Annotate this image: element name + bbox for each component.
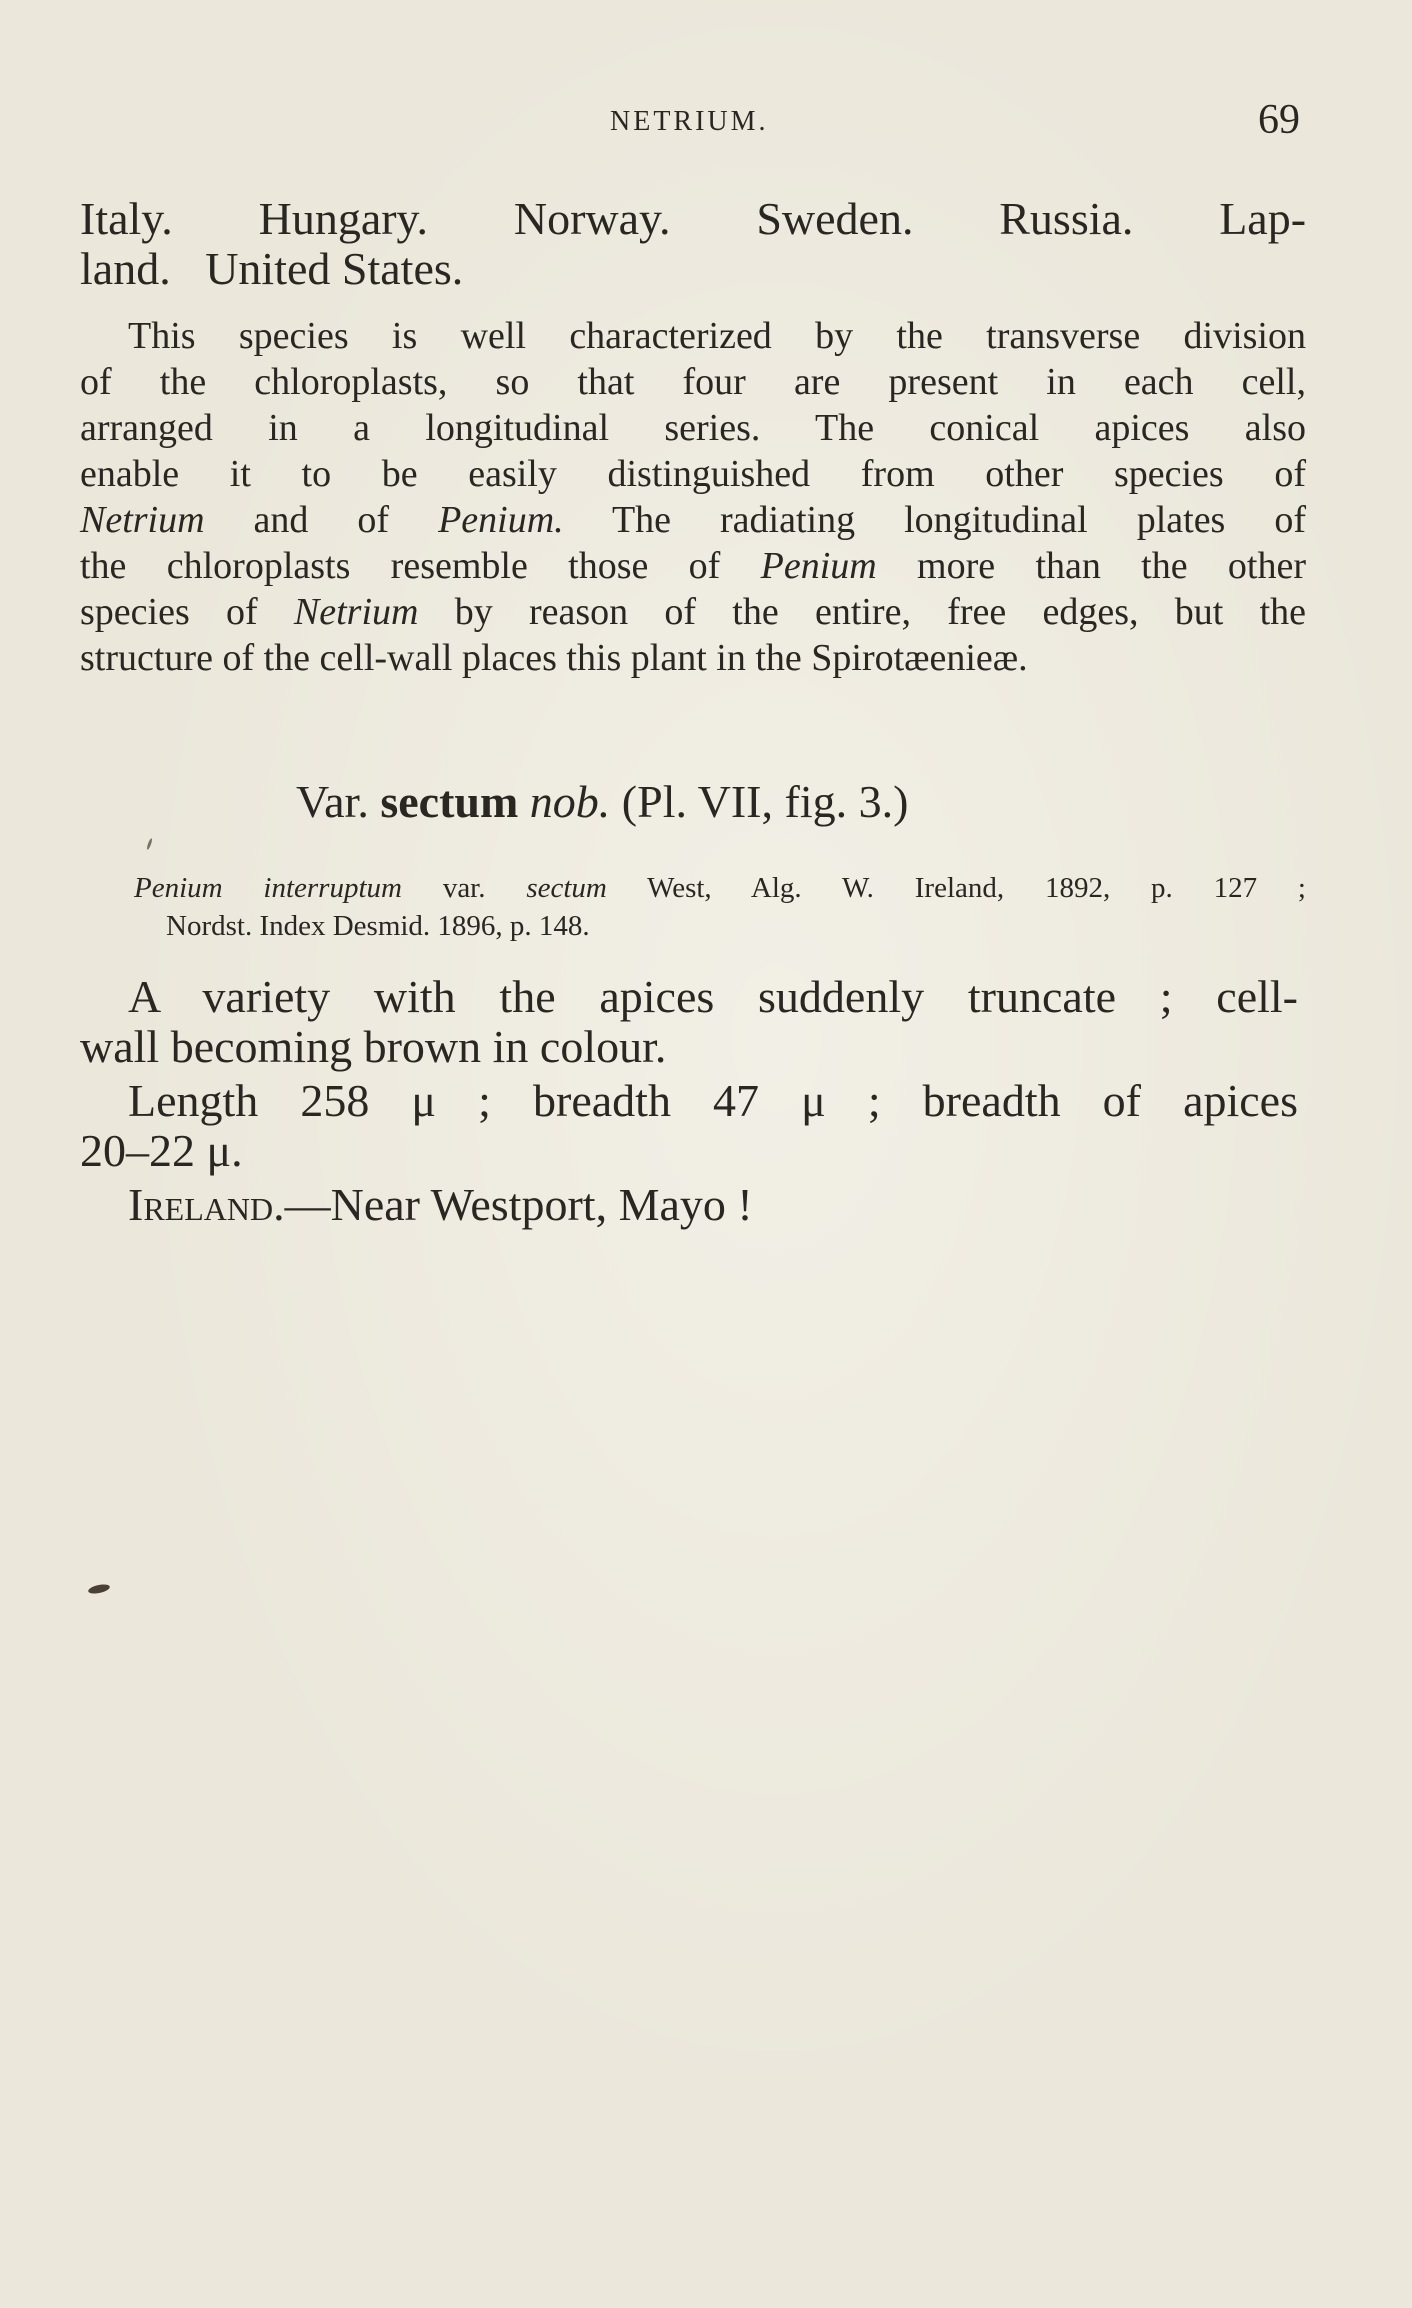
description-line-2: of the chloroplasts, so that four are present in each cell, (80, 361, 1306, 403)
locality-ireland (128, 1178, 1298, 1231)
description-line-8: structure of the cell-wall places this plant in the Spirotæenieæ. (80, 637, 1028, 679)
variety-description-line-2: wall becoming brown in colour. (80, 1021, 667, 1072)
synonymy-line-2: Nordst. Index Desmid. 1896, p. 148. (166, 910, 590, 942)
description-line-7 (80, 590, 1306, 634)
locality-westport: —Near Westport, Mayo ! (284, 1179, 753, 1230)
running-title: NETRIUM. (610, 106, 769, 137)
page-number: 69 (1258, 97, 1300, 143)
country-ireland: Ireland. (128, 1179, 285, 1230)
description-text: by reason of the entire, free edges, but the (418, 591, 1306, 633)
description-line-4: enable it to be easily distinguished from other species of (80, 453, 1306, 495)
synonym-citation: West, Alg. W. Ireland, 1892, p. 127 ; (606, 872, 1306, 904)
description-text: more than the other (876, 545, 1306, 587)
locality-sweden: Sweden. (756, 193, 914, 244)
locality-line-1 (80, 192, 1306, 245)
variety-prefix: Var. (296, 776, 381, 827)
synonym-text: var. (401, 872, 527, 904)
locality-united-states: United States. (205, 243, 464, 294)
description-line-6 (80, 544, 1306, 588)
genus-penium: Penium. (438, 499, 564, 541)
running-head (0, 96, 1412, 146)
genus-netrium: Netrium (293, 591, 419, 633)
locality-hungary: Hungary. (258, 193, 429, 244)
ink-speck (87, 1583, 110, 1595)
description-line-3: arranged in a longitudinal series. The conical apices also (80, 407, 1306, 449)
description-text: the chloroplasts resemble those of (80, 545, 761, 587)
synonymy-line-1 (134, 872, 1306, 905)
description-line-1: This species is well characterized by the transverse division (128, 315, 1306, 357)
description-line-5 (80, 498, 1306, 542)
locality-russia: Russia. (999, 193, 1134, 244)
measurements-line: Length 258 μ ; breadth 47 μ ; breadth of apices (128, 1075, 1298, 1126)
locality-lapland-start: Lap- (1219, 193, 1307, 244)
ink-speck (146, 838, 153, 850)
synonym-variety: sectum (526, 872, 607, 904)
synonym-species: Penium interruptum (134, 872, 402, 904)
locality-italy: Italy. (80, 193, 173, 244)
locality-lapland-end: land. (80, 243, 171, 294)
variety-name: sectum (380, 776, 519, 827)
genus-netrium: Netrium (80, 499, 205, 541)
variety-author: nob. (518, 776, 611, 827)
locality-line-2 (80, 242, 1306, 295)
variety-heading (296, 775, 908, 828)
description-text: species of (80, 591, 294, 633)
measurements-line-2: 20–22 μ. (80, 1125, 243, 1176)
plate-reference: (Pl. VII, fig. 3.) (610, 776, 909, 827)
genus-penium: Penium (760, 545, 877, 587)
locality-norway: Norway. (513, 193, 671, 244)
description-text: and of (204, 499, 439, 541)
variety-description-line-1: A variety with the apices suddenly truncate ; cell- (128, 971, 1298, 1022)
description-text: The radiating longitudinal plates of (563, 499, 1306, 541)
